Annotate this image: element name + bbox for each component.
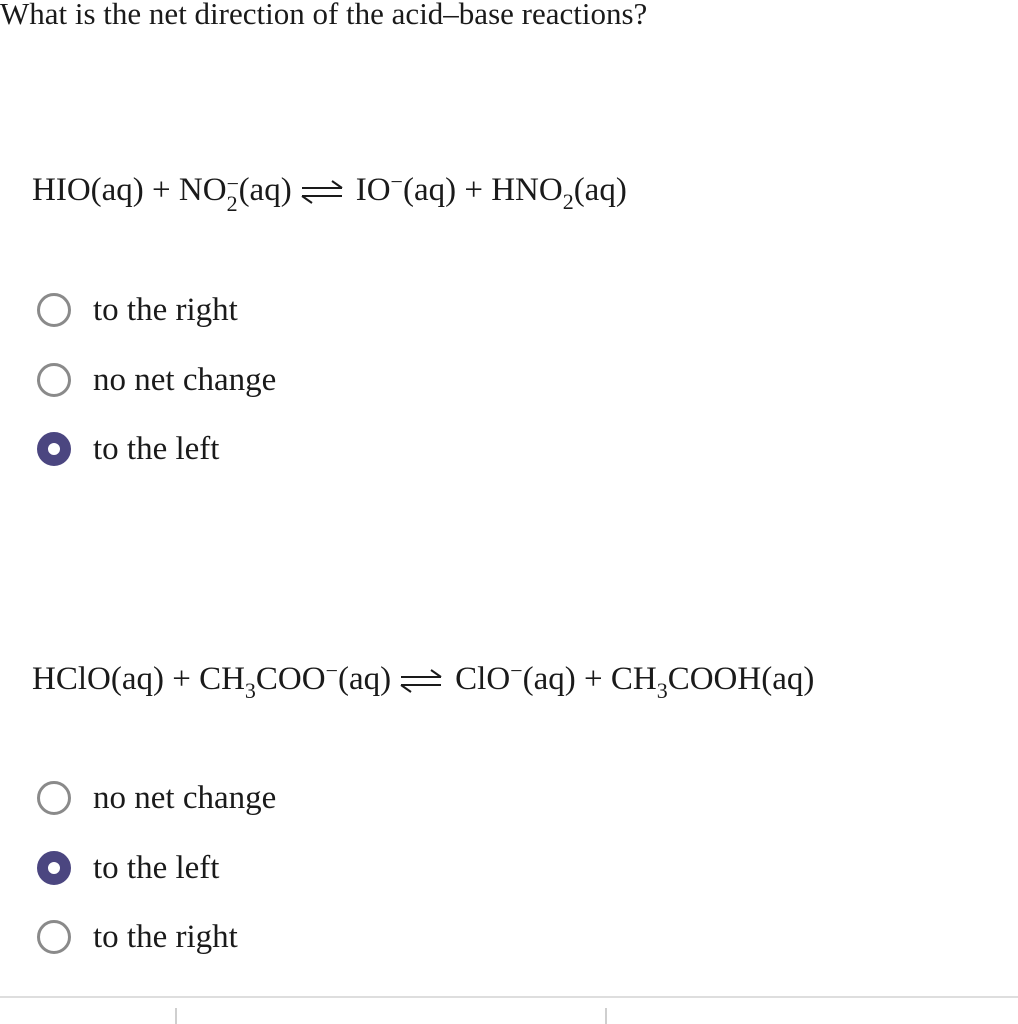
option-label: no net change	[93, 362, 277, 398]
radio-button-selected-icon[interactable]	[37, 851, 71, 885]
reaction-2-reactant-text: HClO(aq) + CH	[32, 661, 245, 697]
radio-button-icon[interactable]	[37, 781, 71, 815]
option-label: to the right	[93, 919, 238, 955]
reaction-1-product-text: IO	[355, 172, 391, 208]
reaction-2-product-text: ClO	[455, 661, 511, 697]
radio-button-icon[interactable]	[37, 293, 71, 327]
reaction-2-option-2[interactable]	[37, 848, 219, 888]
radio-button-icon[interactable]	[37, 920, 71, 954]
reaction-1-reactant-phase: (aq)	[238, 172, 292, 208]
equilibrium-arrow-icon	[399, 669, 443, 693]
reaction-1-option-2[interactable]	[37, 360, 276, 400]
reaction-1-nitrite-charge: − 2	[226, 171, 239, 216]
reaction-2-reactant-text-2: COO	[255, 661, 326, 697]
divider-tick	[175, 1008, 177, 1024]
reaction-1-equation	[32, 169, 627, 216]
reaction-1-hno2-subscript: 2	[562, 189, 574, 214]
reaction-1-product-text-2: (aq) + HNO	[402, 172, 563, 208]
reaction-2-option-1[interactable]	[37, 778, 276, 818]
reaction-2-option-3[interactable]	[37, 917, 238, 957]
reaction-1-iodite-charge: −	[390, 169, 403, 194]
divider	[0, 996, 1018, 998]
reaction-2-reactant-phase: (aq)	[338, 661, 392, 697]
reaction-2-ch3-subscript-2: 3	[656, 678, 668, 703]
radio-button-selected-icon[interactable]	[37, 432, 71, 466]
option-label: to the left	[93, 850, 220, 886]
reaction-2-ch3-subscript: 3	[244, 678, 256, 703]
reaction-1-product-phase: (aq)	[573, 172, 627, 208]
option-label: to the right	[93, 292, 238, 328]
reaction-2-product-text-3: COOH(aq)	[667, 661, 815, 697]
reaction-2-equation	[32, 658, 815, 703]
divider-tick	[605, 1008, 607, 1024]
reaction-2-product-text-2: (aq) + CH	[522, 661, 657, 697]
reaction-2-acetate-charge: −	[325, 658, 339, 683]
reaction-2-hypochlorite-charge: −	[510, 658, 523, 683]
reaction-1-option-3[interactable]	[37, 429, 219, 469]
reaction-1-reactant-text: HIO(aq) + NO	[32, 172, 227, 208]
equilibrium-arrow-icon	[300, 180, 344, 204]
option-label: no net change	[93, 780, 277, 816]
radio-button-icon[interactable]	[37, 363, 71, 397]
reaction-1-option-1[interactable]	[37, 290, 238, 330]
option-label: to the left	[93, 431, 220, 467]
question-title: What is the net direction of the acid–base reactions?	[0, 0, 648, 31]
